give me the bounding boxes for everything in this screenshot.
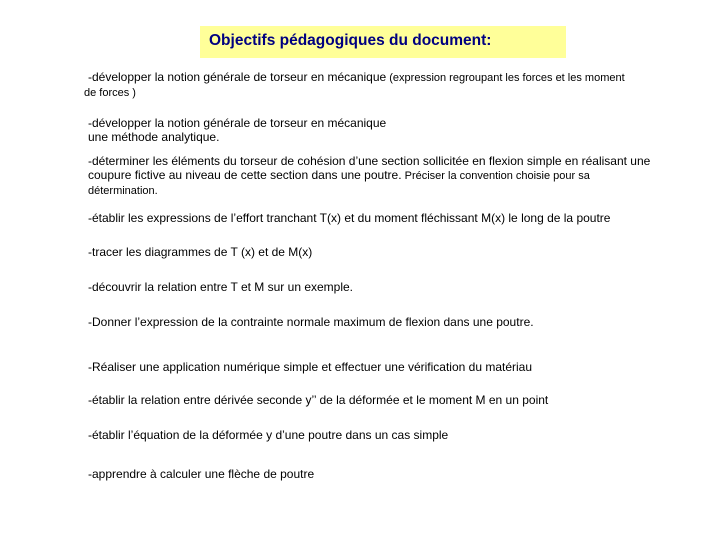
- objective-line: [88, 211, 610, 225]
- objective-derivee: [88, 393, 548, 407]
- objective-line: [88, 315, 534, 329]
- objective-line: [88, 116, 386, 130]
- objective-diagrammes: [88, 245, 312, 259]
- objective-aside-text: Préciser la convention choisie pour sa: [401, 170, 590, 182]
- objective-line: [88, 154, 650, 168]
- objective-main-text: -développer la notion générale de torseur en mécanique: [88, 116, 387, 130]
- objective-main-text: -établir la relation entre dérivée seconde y’’ de la déformée et le moment M en un point: [88, 393, 549, 407]
- document-title: Objectifs pédagogiques du document:: [200, 26, 566, 58]
- objective-main-text: -apprendre à calculer une flèche de poutre: [88, 467, 315, 481]
- objective-main-text: -Réaliser une application numérique simple et effectuer une vérification du matériau: [88, 360, 533, 374]
- objective-line: [88, 168, 650, 183]
- objective-line: [88, 183, 650, 198]
- objective-aside-text: de forces ): [84, 87, 136, 99]
- objective-liaison: [88, 116, 386, 144]
- objective-application: [88, 360, 532, 374]
- objective-main-text: -déterminer les éléments du torseur de cohésion d’une section sollicitée en flexion simple en réalisant une: [88, 154, 651, 168]
- objective-main-text: -tracer les diagrammes de T (x) et de M(x): [88, 245, 313, 259]
- objective-line: [88, 467, 314, 481]
- objective-main-text: -développer la notion générale de torseur en mécanique: [88, 70, 387, 84]
- objective-main-text: -découvrir la relation entre T et M sur un exemple.: [88, 280, 354, 294]
- objective-line: [84, 85, 625, 100]
- objective-main-text: coupure fictive au niveau de cette section dans une poutre.: [88, 168, 402, 182]
- objective-torseur: [84, 70, 625, 100]
- objective-line: [88, 393, 548, 407]
- objective-main-text: -Donner l’expression de la contrainte normale maximum de flexion dans une poutre.: [88, 315, 534, 329]
- objective-line: [88, 245, 312, 259]
- objective-main-text: -établir les expressions de l’effort tranchant T(x) et du moment fléchissant M(x) le long de la poutre: [88, 211, 611, 225]
- objective-line: [88, 428, 448, 442]
- objective-relation-t-m: [88, 280, 353, 294]
- objective-deformee: [88, 428, 448, 442]
- objective-main-text: -établir l’équation de la déformée y d’une poutre dans un cas simple: [88, 428, 449, 442]
- objective-line: [88, 70, 625, 85]
- objective-fleche: [88, 467, 314, 481]
- objective-aside-text: détermination.: [88, 185, 158, 197]
- objective-line: [88, 130, 386, 144]
- objective-expressions: [88, 211, 610, 225]
- objective-line: [88, 360, 532, 374]
- objective-line: [88, 280, 353, 294]
- objective-main-text: une méthode analytique.: [88, 130, 220, 144]
- objective-cohesion: [88, 154, 650, 198]
- objective-aside-text: (expression regroupant les forces et les moment: [386, 72, 625, 84]
- objective-contrainte: [88, 315, 534, 329]
